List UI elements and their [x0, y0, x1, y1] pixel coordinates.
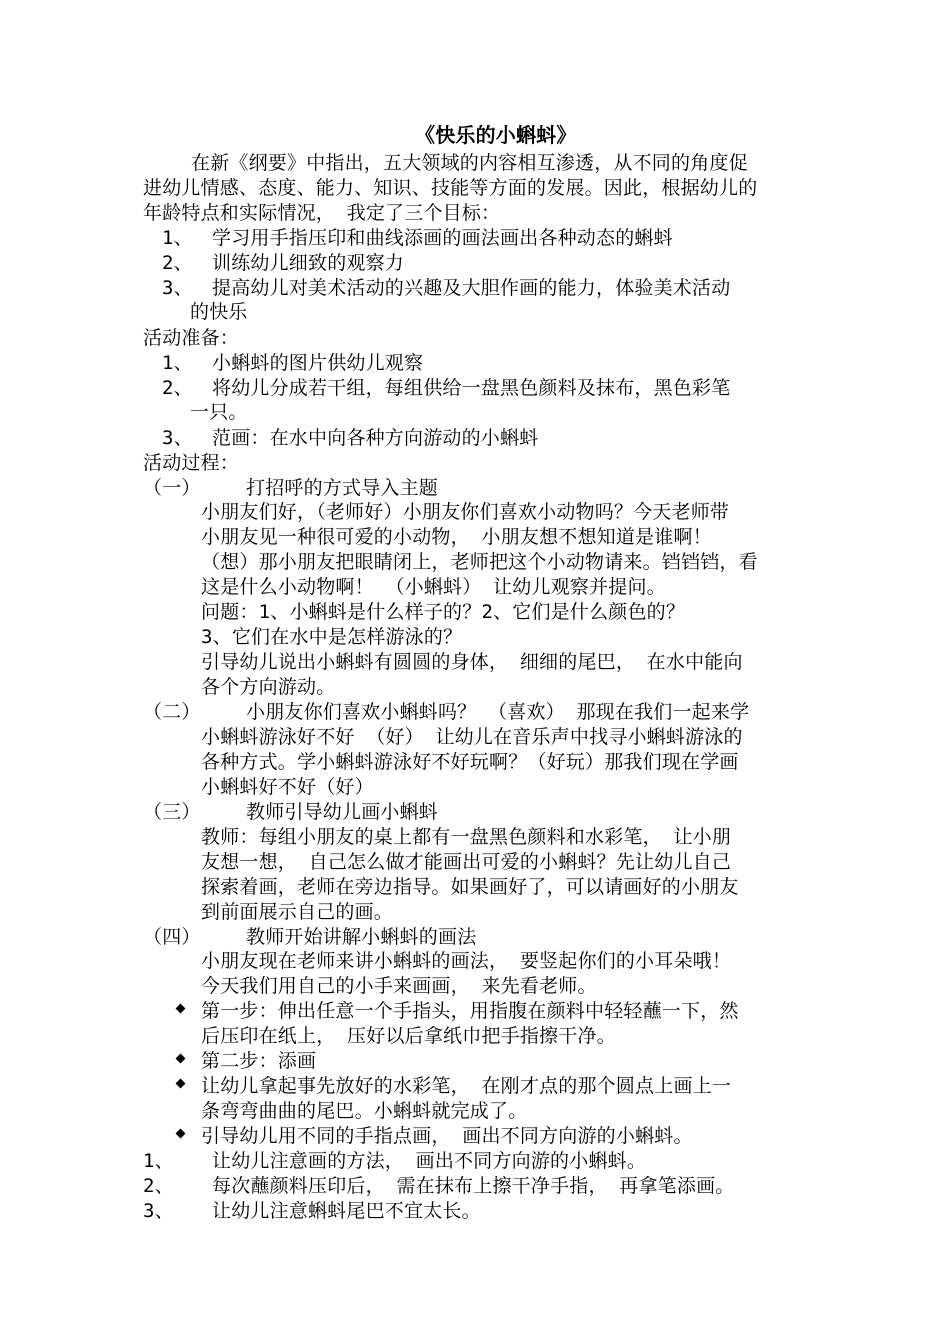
bullet-text: 第二步：添画 — [201, 1050, 317, 1072]
prep-number: 2、 — [162, 377, 193, 399]
section-number: （四） — [143, 926, 201, 948]
section-line: 引导幼儿说出小蝌蚪有圆圆的身体， 细细的尾巴， 在水中能向 — [201, 651, 743, 673]
section-heading: 小朋友你们喜欢小蝌蚪吗？ （喜欢） 那现在我们一起来学 — [246, 701, 750, 723]
section-line: 问题：1、小蝌蚪是什么样子的？2、它们是什么颜色的？ — [201, 601, 686, 623]
section-line: 3、它们在水中是怎样游泳的？ — [201, 626, 463, 648]
note-number: 1、 — [143, 1150, 174, 1172]
section-line: 各个方向游动。 — [201, 676, 336, 698]
intro-line: 进幼儿情感、态度、能力、知识、技能等方面的发展。因此，根据幼儿的 — [143, 177, 758, 199]
prep-text: 将幼儿分成若干组，每组供给一盘黑色颜料及抹布，黑色彩笔 — [212, 377, 731, 399]
section-line: 小朋友们好，（老师好）小朋友你们喜欢小动物吗？今天老师带 — [201, 501, 730, 523]
goal-number: 2、 — [162, 252, 193, 274]
section-line: 友想一想， 自己怎么做才能画出可爱的小蝌蚪？先让幼儿自己 — [201, 851, 732, 873]
bullet-text: 第一步：伸出任意一个手指头，用指腹在颜料中轻轻蘸一下，然 — [201, 1000, 739, 1022]
section-number: （二） — [143, 701, 201, 723]
prep-text: 小蝌蚪的图片供幼儿观察 — [212, 352, 424, 374]
document-title: 《快乐的小蝌蚪》 — [415, 123, 577, 147]
prep-number: 1、 — [162, 352, 193, 374]
bullet-text: 条弯弯曲曲的尾巴。小蝌蚪就完成了。 — [201, 1100, 528, 1122]
section-heading: 教师开始讲解小蝌蚪的画法 — [246, 926, 477, 948]
intro-line: 在新《纲要》中指出，五大领域的内容相互渗透，从不同的角度促 — [191, 152, 748, 174]
goal-text: 学习用手指压印和曲线添画的画法画出各种动态的蝌蚪 — [212, 227, 673, 249]
section-line: 到前面展示自己的画。 — [201, 901, 394, 923]
section-number: （一） — [143, 477, 201, 499]
prep-heading: 活动准备： — [143, 327, 240, 349]
note-text: 让幼儿注意画的方法， 画出不同方向游的小蝌蚪。 — [212, 1150, 647, 1172]
goal-text: 提高幼儿对美术活动的兴趣及大胆作画的能力，体验美术活动 — [212, 277, 731, 299]
bullet-text: 引导幼儿用不同的手指点画， 画出不同方向游的小蝌蚪。 — [201, 1125, 693, 1147]
section-heading: 教师引导幼儿画小蝌蚪 — [246, 801, 439, 823]
diamond-bullet-icon — [176, 1004, 186, 1014]
prep-text: 范画：在水中向各种方向游动的小蝌蚪 — [212, 427, 539, 449]
section-line: 各种方式。学小蝌蚪游泳好不好玩啊？（好玩）那我们现在学画 — [201, 751, 739, 773]
section-number: （三） — [143, 801, 201, 823]
process-heading: 活动过程： — [143, 452, 240, 474]
goal-text-continued: 的快乐 — [190, 301, 248, 323]
note-number: 3、 — [143, 1200, 174, 1222]
diamond-bullet-icon — [176, 1129, 186, 1139]
note-number: 2、 — [143, 1175, 174, 1197]
goal-number: 3、 — [162, 277, 193, 299]
prep-text-continued: 一只。 — [190, 401, 248, 423]
goal-number: 1、 — [162, 227, 193, 249]
note-text: 每次蘸颜料压印后， 需在抹布上擦干净手指， 再拿笔添画。 — [212, 1175, 735, 1197]
bullet-text: 后压印在纸上， 压好以后拿纸巾把手指擦干净。 — [201, 1025, 616, 1047]
section-line: 探索着画，老师在旁边指导。如果画好了，可以请画好的小朋友 — [201, 876, 739, 898]
section-line: 小蝌蚪游泳好不好 （好） 让幼儿在音乐声中找寻小蝌蚪游泳的 — [201, 726, 743, 748]
section-line: 教师：每组小朋友的桌上都有一盘黑色颜料和水彩笔， 让小朋 — [201, 826, 732, 848]
bullet-text: 让幼儿拿起事先放好的水彩笔， 在刚才点的那个圆点上画上一 — [201, 1075, 732, 1097]
section-line: 小朋友见一种很可爱的小动物， 小朋友想不想知道是谁啊！ — [201, 526, 712, 548]
section-line: 今天我们用自己的小手来画画， 来先看老师。 — [201, 975, 597, 997]
section-line: （想）那小朋友把眼睛闭上，老师把这个小动物请来。铛铛铛，看 — [201, 551, 758, 573]
prep-number: 3、 — [162, 427, 193, 449]
intro-line: 年龄特点和实际情况， 我定了三个目标： — [143, 202, 501, 224]
goal-text: 训练幼儿细致的观察力 — [212, 252, 405, 274]
section-line: 小朋友现在老师来讲小蝌蚪的画法， 要竖起你们的小耳朵哦！ — [201, 950, 732, 972]
section-line: 这是什么小动物啊！ （小蝌蚪） 让幼儿观察并提问。 — [201, 576, 666, 598]
note-text: 让幼儿注意蝌蚪尾巴不宜太长。 — [212, 1200, 481, 1222]
diamond-bullet-icon — [176, 1054, 186, 1064]
section-line: 小蝌蚪好不好（好） — [201, 776, 374, 798]
section-heading: 打招呼的方式导入主题 — [246, 477, 439, 499]
diamond-bullet-icon — [176, 1079, 186, 1089]
